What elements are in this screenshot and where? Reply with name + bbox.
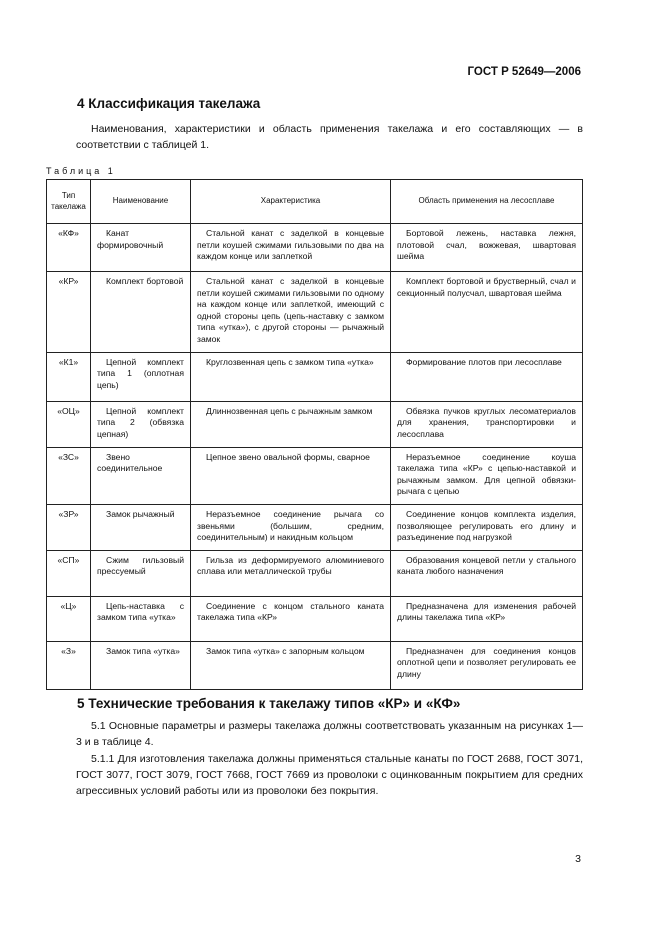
row-application: Обвязка пучков круглых лесоматериалов для хранения, транспортировки и лесосплава — [391, 401, 583, 447]
row-code: «СП» — [47, 550, 91, 596]
row-name: Цепной комплект типа 1 (оплотная цепь) — [91, 352, 191, 401]
row-code: «З» — [47, 641, 91, 689]
table-row — [47, 550, 583, 596]
table-row — [47, 401, 583, 447]
row-characteristic: Гильза из деформируемого алюминиевого сплава или металлической трубы — [191, 550, 391, 596]
table-caption: Таблица 1 — [46, 166, 116, 176]
row-name: Канат формировочный — [91, 224, 191, 272]
row-characteristic: Неразъемное соединение рычага со звеньями (большим, средним, соединительным) и накидным кольцом — [191, 504, 391, 550]
row-name: Цепной комплект типа 2 (обвязка цепная) — [91, 401, 191, 447]
row-application: Комплект бортовой и брустверный, счал и секционный полусчал, швартовая шейма — [391, 272, 583, 353]
row-code: «К1» — [47, 352, 91, 401]
page-number: 3 — [575, 853, 581, 865]
header-characteristic: Характеристика — [191, 180, 391, 224]
row-application: Формирование плотов при лесосплаве — [391, 352, 583, 401]
row-name: Звено соединительное — [91, 447, 191, 504]
row-code: «Ц» — [47, 596, 91, 641]
row-name: Комплект бортовой — [91, 272, 191, 353]
row-characteristic: Стальной канат с заделкой в концевые петли коушей сжимами гильзовыми по два на каждом конце или заплеткой — [191, 224, 391, 272]
document-code: ГОСТ Р 52649—2006 — [467, 66, 581, 78]
table-row — [47, 224, 583, 272]
row-name: Замок типа «утка» — [91, 641, 191, 689]
row-characteristic: Цепное звено овальной формы, сварное — [191, 447, 391, 504]
row-application: Предназначен для соединения концов оплотной цепи и позволяет регулировать ее длину — [391, 641, 583, 689]
table-row — [47, 641, 583, 689]
row-characteristic: Длиннозвенная цепь с рычажным замком — [191, 401, 391, 447]
header-application: Область применения на лесосплаве — [391, 180, 583, 224]
table-row — [47, 272, 583, 353]
row-code: «ЗС» — [47, 447, 91, 504]
table-row — [47, 352, 583, 401]
row-characteristic: Стальной канат с заделкой в концевые петли коушей сжимами гильзовыми по одному на каждом конце или заплеткой, имеющий с одной стороны цепь (цепь-наставку с замком типа «утка»), с другой стороны — рычажный замок — [191, 272, 391, 353]
row-code: «ОЦ» — [47, 401, 91, 447]
table-header-row — [47, 180, 583, 224]
row-code: «КФ» — [47, 224, 91, 272]
row-code: «КР» — [47, 272, 91, 353]
row-application: Неразъемное соединение коуша такелажа типа «КР» с цепью-наставкой и рычажным замком. Для цепной обвязки-рычага с цепью — [391, 447, 583, 504]
header-name: Наименование — [91, 180, 191, 224]
row-name: Сжим гильзовый прессуемый — [91, 550, 191, 596]
row-characteristic: Замок типа «утка» с запорным кольцом — [191, 641, 391, 689]
row-application: Предназначена для изменения рабочей длины такелажа типа «КР» — [391, 596, 583, 641]
table-row — [47, 447, 583, 504]
header-type: Тип такелажа — [47, 180, 91, 224]
table-row — [47, 504, 583, 550]
section-5-paragraph-2: 5.1.1 Для изготовления такелажа должны применяться стальные канаты по ГОСТ 2688, ГОСТ 3071, ГОСТ 3077, ГОСТ 3079, ГОСТ 7668, ГОСТ 7669 из проволоки с оцинкованным покрытием для средних агрессивных условий работы или из проволоки без покрытия. — [76, 753, 583, 797]
section-4-paragraph: Наименования, характеристики и область применения такелажа и его составляющих — в соответствии с таблицей 1. — [76, 123, 583, 151]
row-application: Бортовой лежень, наставка лежня, плотовой счал, вожжевая, швартовая шейма — [391, 224, 583, 272]
row-characteristic: Круглозвенная цепь с замком типа «утка» — [191, 352, 391, 401]
row-name: Цепь-наставка с замком типа «утка» — [91, 596, 191, 641]
section-5-title: 5 Технические требования к такелажу типов «КР» и «КФ» — [77, 696, 461, 711]
table-row — [47, 596, 583, 641]
row-name: Замок рычажный — [91, 504, 191, 550]
section-4-title: 4 Классификация такелажа — [77, 96, 261, 111]
row-application: Соединение концов комплекта изделия, позволяющее регулировать его длину и разъединение под нагрузкой — [391, 504, 583, 550]
section-5-paragraph-1: 5.1 Основные параметры и размеры такелажа должны соответствовать указанным на рисунках 1—3 и в таблице 4. — [76, 720, 583, 748]
row-code: «ЗР» — [47, 504, 91, 550]
classification-table — [46, 179, 583, 690]
row-application: Образования концевой петли у стального каната любого назначения — [391, 550, 583, 596]
row-characteristic: Соединение с концом стального каната такелажа типа «КР» — [191, 596, 391, 641]
